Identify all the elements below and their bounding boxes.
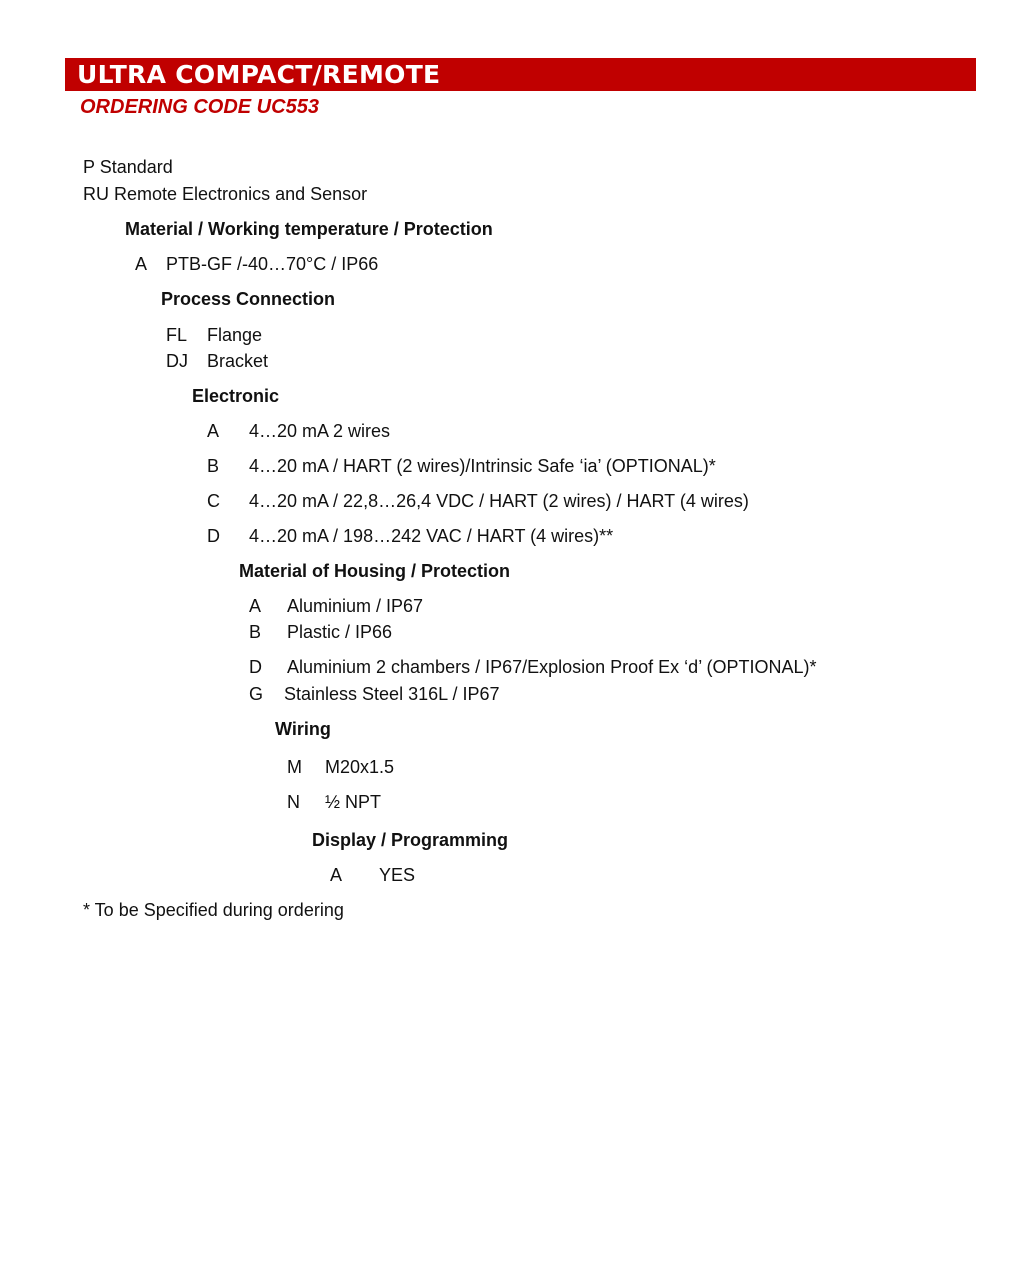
option-code: M <box>287 757 302 777</box>
option-code: B <box>249 622 262 642</box>
section-heading-electronic: Electronic <box>192 386 280 406</box>
option-label: Aluminium 2 chambers / IP67/Explosion Proof Ex ‘d’ (OPTIONAL)* <box>287 657 817 677</box>
option-label: Aluminium / IP67 <box>287 596 424 616</box>
title-banner <box>65 58 976 91</box>
option-code: B <box>207 456 220 476</box>
option-code: FL <box>166 325 188 345</box>
option-code: D <box>249 657 262 677</box>
option-label: 4…20 mA / 22,8…26,4 VDC / HART (2 wires) / HART (4 wires) <box>249 491 749 511</box>
page-title: ULTRA COMPACT/REMOTE <box>77 60 441 89</box>
option-code: DJ <box>166 351 188 371</box>
option-label: ½ NPT <box>325 792 382 812</box>
option-label: 4…20 mA / HART (2 wires)/Intrinsic Safe ‘ia’ (OPTIONAL)* <box>249 456 716 476</box>
section-heading-material-temperature: Material / Working temperature / Protection <box>125 219 493 239</box>
section-heading-wiring: Wiring <box>275 719 331 739</box>
option-code: D <box>207 526 220 546</box>
option-code: P <box>83 157 95 177</box>
option-label: Stainless Steel 316L / IP67 <box>284 684 500 704</box>
option-code: A <box>249 596 262 616</box>
option-label: PTB-GF /-40…70°C / IP66 <box>166 254 379 274</box>
option-code: A <box>135 254 148 274</box>
option-code: C <box>207 491 220 511</box>
option-label: Remote Electronics and Sensor <box>114 184 368 204</box>
section-heading-display: Display / Programming <box>312 830 509 850</box>
section-heading-process-connection: Process Connection <box>161 289 336 309</box>
option-label: 4…20 mA 2 wires <box>249 421 391 441</box>
option-label: Flange <box>207 325 263 345</box>
footnote: * To be Specified during ordering <box>83 900 344 920</box>
option-code: G <box>249 684 264 704</box>
option-label: Plastic / IP66 <box>287 622 393 642</box>
option-code: RU <box>83 184 109 204</box>
option-code: N <box>287 792 300 812</box>
option-row <box>83 156 173 178</box>
section-heading-housing: Material of Housing / Protection <box>239 561 511 581</box>
option-label: Standard <box>99 157 173 177</box>
option-code: A <box>330 865 343 885</box>
option-row <box>83 183 367 205</box>
option-label: 4…20 mA / 198…242 VAC / HART (4 wires)** <box>249 526 614 546</box>
ordering-code-subtitle: ORDERING CODE UC553 <box>80 96 319 118</box>
option-label: YES <box>379 865 416 885</box>
option-label: M20x1.5 <box>325 757 395 777</box>
option-label: Bracket <box>207 351 269 371</box>
option-code: A <box>207 421 220 441</box>
